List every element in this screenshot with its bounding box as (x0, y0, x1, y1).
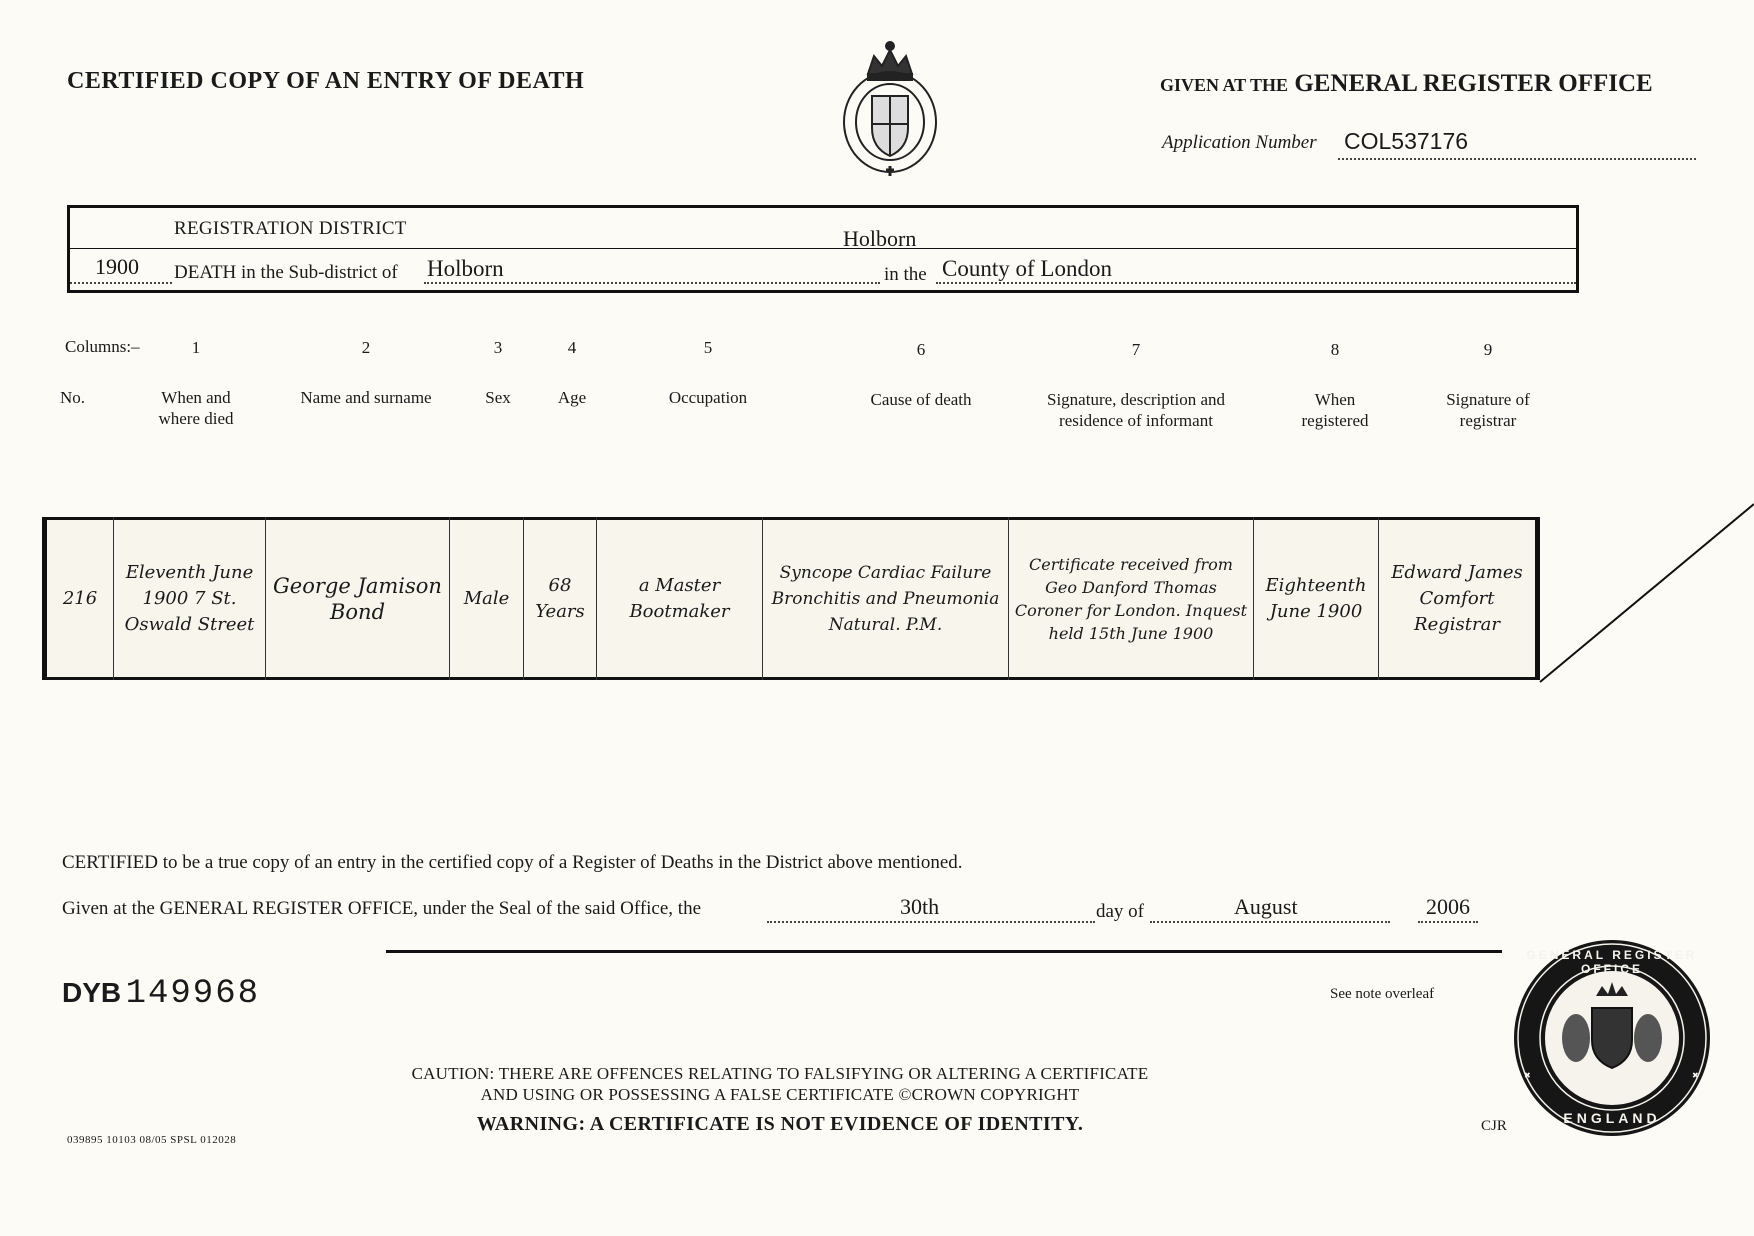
office-title (1160, 70, 1653, 98)
entry-registrar: Edward James Comfort Registrar (1391, 561, 1523, 635)
column-number-3: 3 (493, 338, 503, 357)
entry-when-where: Eleventh June 1900 7 St. Oswald Street (114, 517, 266, 680)
column-number-2: 2 (361, 338, 371, 357)
day-of-label: day of (1096, 901, 1145, 922)
royal-crest-icon (838, 36, 942, 178)
given-day-value: 30th (900, 894, 940, 919)
office-title-main: GENERAL REGISTER OFFICE (1294, 70, 1653, 97)
seal-star-icon: ✖ (1524, 1071, 1531, 1080)
cancel-diagonal-line (1536, 500, 1754, 686)
column-heading-when-where: When and where died (158, 388, 234, 428)
column-number-8: 8 (1330, 340, 1340, 359)
entry-cause: Syncope Cardiac Failure Bronchitis and Pneumonia Natural. P.M. (763, 517, 1009, 680)
application-number-value: COL537176 (1344, 128, 1469, 154)
columns-label: Columns:– (65, 337, 140, 356)
given-statement: Given at the GENERAL REGISTER OFFICE, under the Seal of the said Office, the (62, 898, 702, 919)
certified-statement: CERTIFIED to be a true copy of an entry in the certified copy of a Register of Deaths in the District above mentioned. (62, 852, 963, 873)
serial-number: 149968 (125, 975, 260, 1013)
entry-age: 68 Years (524, 517, 597, 680)
entry-sex: Male (450, 517, 524, 680)
column-number-1: 1 (191, 338, 201, 357)
column-number-7: 7 (1131, 340, 1141, 359)
entry-when-registered: Eighteenth June 1900 (1254, 517, 1379, 680)
subdistrict-value: Holborn (427, 256, 504, 281)
column-heading-age: Age (557, 388, 587, 407)
entry-occupation: a Master Bootmaker (597, 517, 763, 680)
entry-no: 216 (47, 517, 114, 680)
column-heading-occupation: Occupation (668, 388, 748, 407)
entry-name: George Jamison Bond (266, 517, 450, 680)
column-number-9: 9 (1483, 340, 1493, 359)
in-the-label: in the (884, 264, 927, 285)
seal-bottom-text: ENGLAND (1563, 1110, 1661, 1126)
seal-top-text: GENERAL REGISTER OFFICE (1526, 948, 1698, 976)
column-heading-when-registered: When registered (1301, 390, 1369, 430)
caution-line-2: AND USING OR POSSESSING A FALSE CERTIFICATE ©CROWN COPYRIGHT (480, 1085, 1080, 1104)
column-heading-cause: Cause of death (870, 390, 972, 409)
divider-rule (386, 950, 1502, 953)
serial-prefix: DYB (62, 977, 122, 1008)
certificate-title: CERTIFIED COPY OF AN ENTRY OF DEATH (67, 68, 585, 94)
application-number-label: Application Number (1162, 132, 1317, 153)
seal-star-icon: ✖ (1692, 1071, 1699, 1080)
caution-line-1: CAUTION: THERE ARE OFFENCES RELATING TO FALSIFYING OR ALTERING A CERTIFICATE (411, 1064, 1149, 1083)
certificate-serial (62, 975, 260, 1013)
entry-informant: Certificate received from Geo Danford Thomas Coroner for London. Inquest held 15th June 1900 (1009, 517, 1254, 680)
initials: CJR (1481, 1118, 1507, 1134)
office-title-prefix: GIVEN AT THE (1160, 75, 1289, 95)
given-year-value: 2006 (1426, 894, 1470, 919)
print-code: 039895 10103 08/05 SPSL 012028 (67, 1134, 237, 1146)
caution-text (370, 1063, 1190, 1105)
warning-text: WARNING: A CERTIFICATE IS NOT EVIDENCE OF IDENTITY. (476, 1113, 1084, 1135)
county-value: County of London (942, 256, 1112, 281)
see-note: See note overleaf (1330, 986, 1435, 1002)
column-heading-registrar: Signature of registrar (1446, 390, 1530, 430)
column-heading-name: Name and surname (300, 388, 432, 407)
column-number-5: 5 (703, 338, 713, 357)
registration-district-value: Holborn (843, 226, 917, 251)
column-heading-informant: Signature, description and residence of informant (1047, 390, 1225, 430)
registration-district-label: REGISTRATION DISTRICT (174, 218, 407, 239)
registration-year: 1900 (95, 254, 139, 279)
column-heading-sex: Sex (485, 388, 511, 407)
subdistrict-label: DEATH in the Sub-district of (174, 262, 398, 283)
column-number-4: 4 (567, 338, 577, 357)
column-heading-no: No. (60, 388, 86, 407)
column-number-6: 6 (916, 340, 926, 359)
given-month-value: August (1234, 894, 1298, 919)
